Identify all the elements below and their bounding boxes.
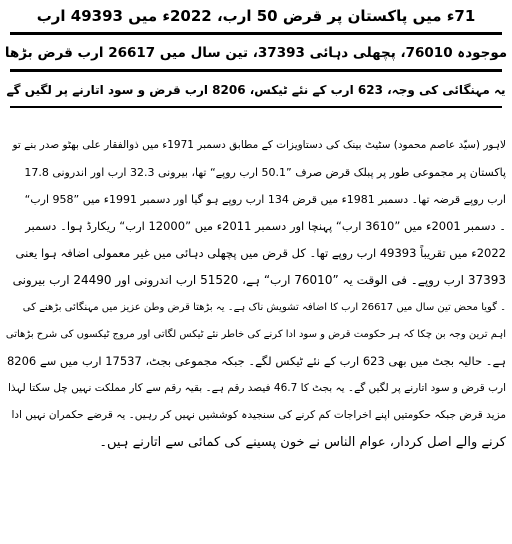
headline-divider bbox=[10, 69, 502, 72]
body-line: پاکستان پر مجموعی طور پر پبلک قرض صرف ”50.1 ارب روپے“ تھا، بیرونی 32.3 ارب اور اندرونی 17.8 bbox=[24, 166, 506, 179]
body-line: ہے۔ حالیہ بجٹ میں بھی 623 ارب کے نئے ٹیکس لگے۔ جبکہ مجموعی بجٹ، 17537 ارب میں سے 8206 bbox=[6, 354, 506, 368]
headline-line: 71ء میں پاکستان پر قرض 50 ارب، 2022ء میں 49393 ارب bbox=[36, 7, 476, 25]
body-line: ۔ گویا محض تین سال میں 26617 ارب کا اضافہ تشویش ناک ہے۔ یہ بڑھتا قرض وطن عزیز میں مہنگائی بڑھنے کی bbox=[22, 302, 506, 313]
body-line: 2022ء میں تقریباً 49393 ارب روپے تھا۔ کل قرض میں پچھلی دہائی میں غیر معمولی اضافہ ہوا یعنی bbox=[15, 246, 506, 260]
body-line: ارب روپے قرضہ تھا۔ دسمبر 1981ء میں قرض 134 ارب روپے ہو گیا اور دسمبر 1991ء میں ”958 ارب“ bbox=[24, 193, 506, 206]
headline-divider bbox=[10, 32, 502, 35]
body-line: ارب قرض و سود اتارنے پر لگیں گے۔ یہ بجٹ کا 46.7 فیصد رقم ہے۔ بقیہ رقم سے کار مملکت نہیں چل سکتا لہذا bbox=[7, 382, 506, 394]
body-line: کرنے والے اصل کردار، عوام الناس نے خون پسینے کی کمائی سے اتارنے ہیں۔ bbox=[99, 435, 506, 450]
headline-line: یہ مہنگائی کی وجہ، 623 ارب کے نئے ٹیکس، 8206 ارب قرض و سود اتارنے پر لگیں گے bbox=[6, 83, 506, 97]
article-body bbox=[6, 132, 506, 456]
body-line: مزید قرض جبکہ حکومتیں اپنے اخراجات کم کرنے کی سنجیدہ کوششیں نہیں کر رہیں۔ یہ قرضے حکمران نہیں ادا bbox=[11, 409, 506, 421]
body-line: ۔ دسمبر 2001ء میں ”3610 ارب“ پہنچا اور دسمبر 2011ء میں ”12000 ارب“ ریکارڈ ہوا۔ دسمبر bbox=[25, 219, 506, 233]
body-line: لاہور (سیّد عاصم محمود) سٹیٹ بینک کی دستاویزات کے مطابق دسمبر 1971ء میں ذوالفقار علی بھٹو صدر بنے تو bbox=[12, 139, 506, 151]
headline-divider bbox=[10, 106, 502, 108]
body-line: 37393 ارب روپے۔ فی الوقت یہ ”76010 ارب“ ہے، 51520 ارب اندرونی اور 24490 ارب بیرونی bbox=[12, 273, 506, 287]
headline-block bbox=[4, 6, 508, 116]
body-line: اہم ترین وجہ بن چکا کہ ہر حکومت قرض و سود ادا کرنے کی خاطر نئے ٹیکس لگاتی اور مروج ٹیکسوں کی شرح بڑھاتی bbox=[6, 329, 506, 340]
headline-line: موجودہ 76010، پچھلی دہائی 37393، تین سال میں 26617 ارب قرض بڑھا bbox=[4, 45, 508, 61]
